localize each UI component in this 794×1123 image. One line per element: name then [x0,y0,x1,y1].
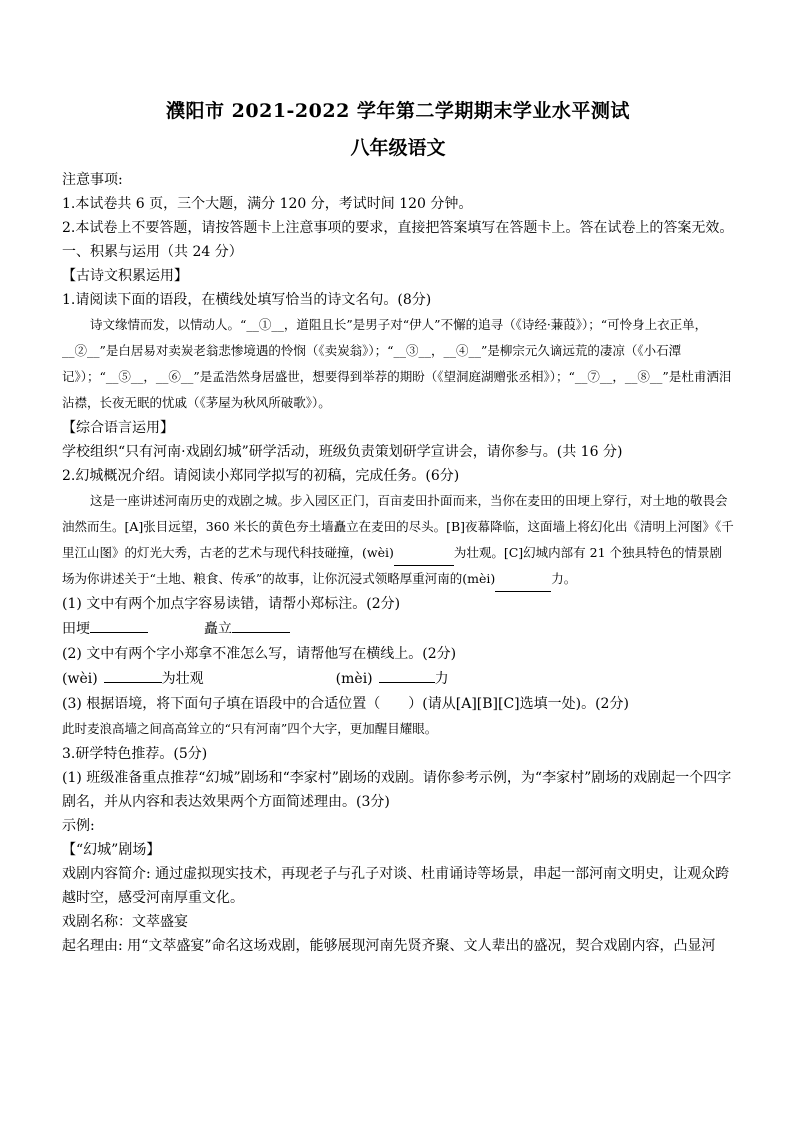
blank-chuli[interactable] [232,616,290,633]
blank-mei[interactable] [495,575,551,592]
subsection-classical: 【古诗文积累运用】 [62,268,188,284]
question-2-task-3: (3) 根据语境，将下面句子填在语段中的合适位置（ ）(请从[A][B][C]选填一处)。(2分) [62,696,629,712]
mei-tail: 力 [434,671,449,687]
passage-part-b: 为壮观。[C]幻城内部有 21 个独具特色的情景剧场为你讲述关于“土地、粮食、传承”的故事，让你沉浸式领略厚重河南的(mèi) [62,545,723,586]
char-write-row [62,666,734,692]
example-name: 戏剧名称：文萃盛宴 [62,914,188,930]
example-label: 示例: [62,818,95,834]
example-heading: 【“幻城”剧场】 [62,842,161,858]
question-3-task-1: (1) 班级准备重点推荐“幻城”剧场和“李家村”剧场的戏剧。请你参考示例，为“李家村”剧场的戏剧起一个四字剧名，并从内容和表达效果两个方面简述理由。(3分) [62,770,732,810]
exam-page [62,96,734,958]
blank-tiangeng[interactable] [90,616,148,633]
question-2-prompt: 2.幻城概况介绍。请阅读小郑同学拟写的初稿，完成任务。(6分) [62,468,460,484]
subsection-language: 【综合语言运用】 [62,420,174,436]
notes-item-2: 2.本试卷上不要答题，请按答题卡上注意事项的要求，直接把答案填写在答题卡上。答在试卷上的答案无效。 [62,220,734,236]
question-2-passage [62,488,734,592]
question-2-sentence: 此时麦浪高墙之间高高耸立的“只有河南”四个大字，更加醒目耀眼。 [62,721,438,736]
example-intro: 戏剧内容简介: 通过虚拟现实技术，再现老子与孔子对谈、杜甫诵诗等场景，串起一部河南文明史，让观众跨越时空，感受河南厚重文化。 [62,866,730,906]
question-1-prompt: 1.请阅读下面的语段，在横线处填写恰当的诗文名句。(8分) [62,292,432,308]
question-3-prompt: 3.研学特色推荐。(5分) [62,746,208,762]
question-1-passage: 诗文缘情而发，以情动人。“__①__，道阻且长”是男子对“伊人”不懈的追寻（《诗经·蒹葭》）；“可怜身上衣正单，__②__”是白居易对卖炭老翁悲惨境遇的怜悯（《卖炭翁》）；“__③__，__④__”是柳宗元久谪远荒的凄凉（《小石潭记》）；“__⑤__，__⑥__”是孟浩然身居盛世，想要得到举荐的期盼（《望洞庭湖赠张丞相》）；“__⑦__，__⑧__”是杜甫洒泪沾襟，长夜无眠的忧戚（《茅屋为秋风所破歌》）。 [62,317,732,410]
pinyin-mei: (mèi) [335,671,373,687]
pinyin-row [62,616,734,642]
question-2-task-2: (2) 文中有两个字小郑拿不准怎么写，请帮他写在横线上。(2分) [62,646,457,662]
notes-item-1: 1.本试卷共 6 页，三个大题，满分 120 分，考试时间 120 分钟。 [62,196,473,212]
word-chuli: 矗立 [204,621,232,637]
passage-part-a: 这是一座讲述河南历史的戏剧之城。步入园区正门，百亩麦田扑面而来，当你在麦田的田埂上穿行，对土地的敬畏会油然而生。[A]张目远望，360 米长的黄色夯土墙矗立在麦田的尽头。[B]夜幕降临，这面墙上将幻化出《清明上河图》《千里江山图》的灯光大秀，古老的艺术与现代科技碰撞，(wèi) [62,493,734,560]
notes-heading: 注意事项: [62,172,123,188]
passage-part-c: 力。 [551,571,577,586]
blank-wei[interactable] [394,549,454,566]
exam-subtitle: 八年级语文 [350,137,446,159]
section-1-heading: 一、积累与运用（共 24 分） [62,244,243,260]
word-tiangeng: 田埂 [62,621,90,637]
blank-mei-write[interactable] [379,666,435,683]
pinyin-wei: (wèi) [62,671,98,687]
wei-tail: 为壮观 [161,671,204,687]
example-reason: 起名理由: 用“文萃盛宴”命名这场戏剧，能够展现河南先贤齐聚、文人辈出的盛况，契合戏剧内容，凸显河 [62,938,716,954]
question-2-task-1: (1) 文中有两个加点字容易读错，请帮小郑标注。(2分) [62,596,401,612]
blank-wei-write[interactable] [104,666,162,683]
exam-title: 濮阳市 2021-2022 学年第二学期期末学业水平测试 [166,100,630,122]
subsection-language-intro: 学校组织“只有河南·戏剧幻城”研学活动，班级负责策划研学宣讲会，请你参与。(共 16 分) [62,444,623,460]
